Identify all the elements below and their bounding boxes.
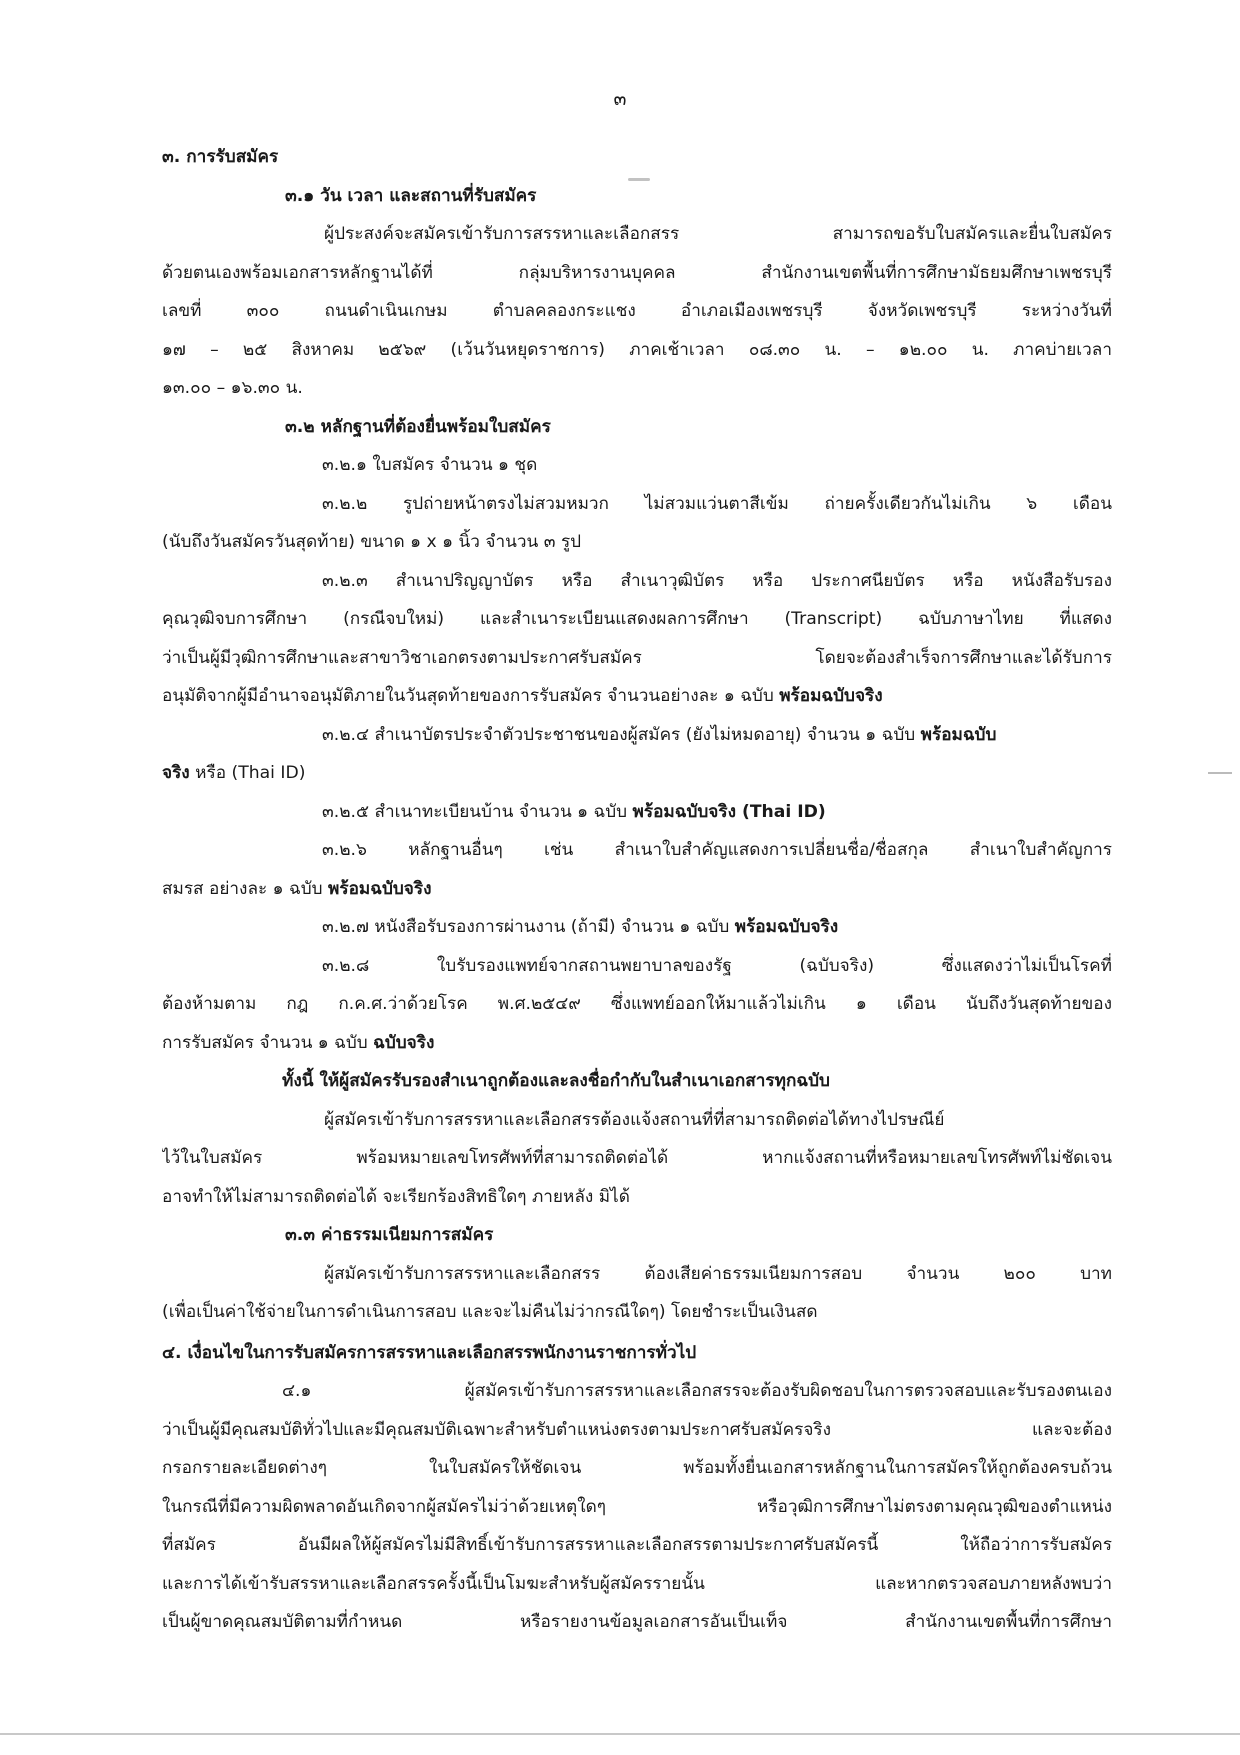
- condition-paragraph: ที่สมัคร อันมีผลให้ผู้สมัครไม่มีสิทธิ์เข้ารับการสรรหาและเลือกสรรตามประกาศรับสมัครนี้ ให้ถือว่าการรับสมัคร: [162, 1535, 1112, 1555]
- item-3-2-4: [162, 716, 1112, 755]
- item-3-2-3-cont: [162, 677, 1112, 716]
- original-required-note: พร้อมฉบับจริง (Thai ID): [632, 801, 826, 822]
- condition-paragraph: กรอกรายละเอียดต่างๆ ในใบสมัครให้ชัดเจน พร้อมทั้งยื่นเอกสารหลักฐานในการสมัครให้ถูกต้องครบถ้วน: [162, 1458, 1112, 1478]
- item-3-2-2-cont: (นับถึงวันสมัครวันสุดท้าย) ขนาด ๑ x ๑ นิ้ว จำนวน ๓ รูป: [162, 532, 582, 552]
- contact-paragraph: ผู้สมัครเข้ารับการสรรหาและเลือกสรรต้องแจ้งสถานที่ที่สามารถติดต่อได้ทางไปรษณีย์: [324, 1109, 945, 1130]
- condition-paragraph: และการได้เข้ารับสรรหาและเลือกสรรครั้งนี้เป็นโมฆะสำหรับผู้สมัครรายนั้น และหากตรวจสอบภายหลังพบว่า: [162, 1573, 1112, 1594]
- paragraph-line: ผู้ประสงค์จะสมัครเข้ารับการสรรหาและเลือกสรร สามารถขอรับใบสมัครและยื่นใบสมัคร: [324, 224, 1112, 244]
- section-3-3-heading: ๓.๓ ค่าธรรมเนียมการสมัคร: [285, 1225, 494, 1245]
- item-3-2-8-cont: [162, 1024, 1112, 1063]
- original-required-note: จริง: [162, 763, 190, 783]
- item-3-2-1: ๓.๒.๑ ใบสมัคร จำนวน ๑ ชุด: [322, 455, 538, 475]
- item-3-2-7: [162, 908, 1112, 947]
- fee-paragraph: ผู้สมัครเข้ารับการสรรหาและเลือกสรร ต้องเสียค่าธรรมเนียมการสอบ จำนวน ๒๐๐ บาท: [324, 1263, 1112, 1284]
- item-3-2-6: ๓.๒.๖ หลักฐานอื่นๆ เช่น สำเนาใบสำคัญแสดงการเปลี่ยนชื่อ/ชื่อสกุล สำเนาใบสำคัญการ: [322, 840, 1112, 860]
- original-required-note: พร้อมฉบับ: [920, 724, 997, 745]
- section-3-heading: ๓. การรับสมัคร: [162, 147, 279, 167]
- section-3-1-heading: ๓.๑ วัน เวลา และสถานที่รับสมัคร: [285, 185, 537, 206]
- item-text: ๓.๒.๕ สำเนาทะเบียนบ้าน จำนวน ๑ ฉบับ: [322, 801, 628, 822]
- item-text: ๓.๒.๗ หนังสือรับรองการผ่านงาน (ถ้ามี) จำนวน ๑ ฉบับ: [322, 917, 730, 937]
- condition-paragraph: ว่าเป็นผู้มีคุณสมบัติทั่วไปและมีคุณสมบัติเฉพาะสำหรับตำแหน่งตรงตามประกาศรับสมัครจริง และจะต้อง: [162, 1419, 1112, 1440]
- item-3-2-5: [162, 793, 1112, 832]
- item-3-2-3: ๓.๒.๓ สำเนาปริญญาบัตร หรือ สำเนาวุฒิบัตร หรือ ประกาศนียบัตร หรือ หนังสือรับรอง: [322, 570, 1112, 591]
- original-required-note: พร้อมฉบับจริง: [779, 686, 883, 706]
- section-4-heading: ๔. เงื่อนไขในการรับสมัครการสรรหาและเลือกสรรพนักงานราชการทั่วไป: [162, 1342, 697, 1363]
- condition-paragraph: ในกรณีที่มีความผิดพลาดอันเกิดจากผู้สมัครไม่ว่าด้วยเหตุใดๆ หรือวุฒิการศึกษาไม่ตรงตามคุณวุฒิของตำแหน่ง: [162, 1496, 1112, 1517]
- contact-paragraph: ไว้ในใบสมัคร พร้อมหมายเลขโทรศัพท์ที่สามารถติดต่อได้ หากแจ้งสถานที่หรือหมายเลขโทรศัพท์ไม่ชัดเจน: [162, 1148, 1112, 1168]
- margin-tick: [1208, 772, 1232, 774]
- contact-paragraph: อาจทำให้ไม่สามารถติดต่อได้ จะเรียกร้องสิทธิใดๆ ภายหลัง มิได้: [162, 1186, 630, 1207]
- paragraph-line: ๑๓.๐๐ – ๑๖.๓๐ น.: [162, 378, 303, 398]
- item-text: สมรส อย่างละ ๑ ฉบับ: [162, 878, 323, 899]
- item-3-2-6-cont: [162, 870, 1112, 909]
- paragraph-line: ด้วยตนเองพร้อมเอกสารหลักฐานได้ที่ กลุ่มบริหารงานบุคคล สำนักงานเขตพื้นที่การศึกษามัธยมศึกษาเพชรบุรี: [162, 262, 1112, 283]
- item-3-2-8-cont: ต้องห้ามตาม กฎ ก.ค.ศ.ว่าด้วยโรค พ.ศ.๒๕๔๙ ซึ่งแพทย์ออกให้มาแล้วไม่เกิน ๑ เดือน นับถึงวันสุดท้ายของ: [162, 994, 1112, 1014]
- condition-paragraph: เป็นผู้ขาดคุณสมบัติตามที่กำหนด หรือรายงานข้อมูลเอกสารอันเป็นเท็จ สำนักงานเขตพื้นที่การศึกษา: [162, 1612, 1112, 1632]
- page-number: ๓: [613, 88, 627, 110]
- item-text: อนุมัติจากผู้มีอำนาจอนุมัติภายในวันสุดท้ายของการรับสมัคร จำนวนอย่างละ ๑ ฉบับ: [162, 686, 774, 706]
- condition-paragraph: ๔.๑ ผู้สมัครเข้ารับการสรรหาและเลือกสรรจะต้องรับผิดชอบในการตรวจสอบและรับรองตนเอง: [282, 1381, 1112, 1401]
- certify-note: ทั้งนี้ ให้ผู้สมัครรับรองสำเนาถูกต้องและลงชื่อกำกับในสำเนาเอกสารทุกฉบับ: [282, 1071, 830, 1091]
- section-3-2-heading: ๓.๒ หลักฐานที่ต้องยื่นพร้อมใบสมัคร: [285, 416, 551, 437]
- item-3-2-2: ๓.๒.๒ รูปถ่ายหน้าตรงไม่สวมหมวก ไม่สวมแว่นตาสีเข้ม ถ่ายครั้งเดียวกันไม่เกิน ๖ เดือน: [322, 493, 1112, 514]
- item-text: หรือ (Thai ID): [195, 763, 306, 783]
- original-required-note: ฉบับจริง: [373, 1032, 435, 1053]
- item-text: ๓.๒.๔ สำเนาบัตรประจำตัวประชาชนของผู้สมัคร (ยังไม่หมดอายุ) จำนวน ๑ ฉบับ: [322, 724, 916, 745]
- item-3-2-3-cont: คุณวุฒิจบการศึกษา (กรณีจบใหม่) และสำเนาระเบียนแสดงผลการศึกษา (Transcript) ฉบับภาษาไทย ที่แสดง: [162, 609, 1112, 629]
- item-3-2-8: ๓.๒.๘ ใบรับรองแพทย์จากสถานพยาบาลของรัฐ (ฉบับจริง) ซึ่งแสดงว่าไม่เป็นโรคที่: [322, 955, 1112, 976]
- item-3-2-3-cont: ว่าเป็นผู้มีวุฒิการศึกษาและสาขาวิชาเอกตรงตามประกาศรับสมัคร โดยจะต้องสำเร็จการศึกษาและได้รับการ: [162, 647, 1112, 668]
- original-required-note: พร้อมฉบับจริง: [328, 878, 432, 899]
- paragraph-line: ๑๗ – ๒๕ สิงหาคม ๒๕๖๙ (เว้นวันหยุดราชการ) ภาคเช้าเวลา ๐๘.๓๐ น. – ๑๒.๐๐ น. ภาคบ่ายเวลา: [162, 339, 1112, 360]
- original-required-note: พร้อมฉบับจริง: [734, 917, 839, 937]
- item-3-2-4-cont: [162, 754, 1112, 793]
- fee-paragraph: (เพื่อเป็นค่าใช้จ่ายในการดำเนินการสอบ และจะไม่คืนไม่ว่ากรณีใดๆ) โดยชำระเป็นเงินสด: [162, 1302, 818, 1322]
- item-text: การรับสมัคร จำนวน ๑ ฉบับ: [162, 1032, 368, 1053]
- page-bottom-edge: [0, 1733, 1240, 1735]
- paragraph-line: เลขที่ ๓๐๐ ถนนดำเนินเกษม ตำบลคลองกระแชง อำเภอเมืองเพชรบุรี จังหวัดเพชรบุรี ระหว่างวันที่: [162, 301, 1112, 321]
- document-body: [162, 138, 1112, 1642]
